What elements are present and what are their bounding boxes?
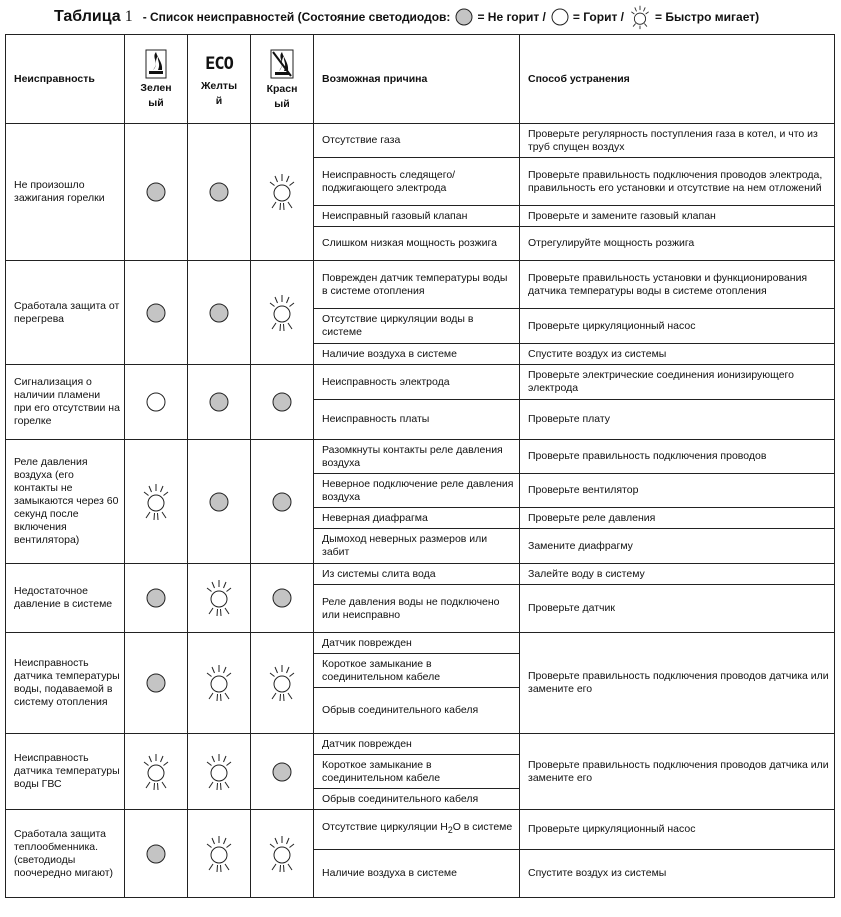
led-blink-icon xyxy=(268,834,296,874)
led-off-icon xyxy=(271,587,293,609)
led-yellow xyxy=(188,261,251,365)
led-yellow xyxy=(188,810,251,898)
led-off-icon xyxy=(145,843,167,865)
led-off-icon xyxy=(454,7,474,27)
led-yellow xyxy=(188,564,251,633)
remedy-cell: Спустите воздух из системы xyxy=(520,850,835,898)
header-yellow-line1: Желты xyxy=(200,80,238,92)
led-off-icon xyxy=(208,491,230,513)
table-row xyxy=(6,440,835,474)
led-off-icon xyxy=(145,672,167,694)
cause-cell: Неисправность платы xyxy=(314,400,520,440)
remedy-cell: Проверьте правильность установки и функционирования датчика температуры воды в системе отопления xyxy=(520,261,835,309)
remedy-cell: Проверьте реле давления xyxy=(520,508,835,529)
led-yellow xyxy=(188,633,251,734)
led-red xyxy=(251,633,314,734)
led-green xyxy=(125,261,188,365)
fault-cell: Неисправность датчика температуры воды ГВС xyxy=(6,734,125,810)
table-row xyxy=(6,124,835,158)
table-title xyxy=(54,4,759,30)
led-off-icon xyxy=(145,302,167,324)
cause-cell: Датчик поврежден xyxy=(314,633,520,654)
header-yellow-line2: й xyxy=(215,95,223,107)
crossed-flame-icon xyxy=(269,48,295,80)
led-red xyxy=(251,124,314,261)
led-off-icon xyxy=(208,391,230,413)
flame-icon xyxy=(145,49,167,79)
cause-cell: Неисправность электрода xyxy=(314,365,520,400)
led-red xyxy=(251,365,314,440)
cause-cell: Отсутствие газа xyxy=(314,124,520,158)
cause-cell: Наличие воздуха в системе xyxy=(314,850,520,898)
led-on-icon xyxy=(550,7,570,27)
led-blink-icon xyxy=(628,4,652,30)
remedy-cell: Проверьте циркуляционный насос xyxy=(520,810,835,850)
eco-icon: ECO xyxy=(205,54,233,74)
header-green xyxy=(125,35,188,124)
remedy-cell: Проверьте плату xyxy=(520,400,835,440)
title-text: - Список неисправностей (Состояние светодиодов: xyxy=(142,10,451,24)
remedy-cell: Проверьте и замените газовый клапан xyxy=(520,206,835,227)
header-cause: Возможная причина xyxy=(314,35,520,124)
led-red xyxy=(251,734,314,810)
led-red xyxy=(251,440,314,564)
led-blink-icon xyxy=(205,578,233,618)
cause-cell: Слишком низкая мощность розжига xyxy=(314,227,520,261)
legend-blink-text: = Быстро мигает) xyxy=(655,10,760,24)
led-blink-icon xyxy=(142,482,170,522)
table-row xyxy=(6,633,835,654)
cause-cell: Датчик поврежден xyxy=(314,734,520,755)
remedy-cell: Проверьте правильность подключения проводов xyxy=(520,440,835,474)
led-red xyxy=(251,564,314,633)
cause-cell: Короткое замыкание в соединительном кабеле xyxy=(314,755,520,789)
legend-on-text: = Горит / xyxy=(572,10,625,24)
led-blink-icon xyxy=(268,663,296,703)
header-red xyxy=(251,35,314,124)
led-green xyxy=(125,633,188,734)
remedy-cell: Проверьте правильность подключения проводов электрода, правильность его установки и отсутствие на нем отложений xyxy=(520,158,835,206)
fault-cell: Не произошло зажигания горелки xyxy=(6,124,125,261)
fault-cell: Сигнализация о наличии пламени при его отсутствии на горелке xyxy=(6,365,125,440)
cause-cell: Обрыв соединительного кабеля xyxy=(314,688,520,734)
remedy-cell: Проверьте циркуляционный насос xyxy=(520,309,835,344)
cause-cell: Короткое замыкание в соединительном кабеле xyxy=(314,654,520,688)
led-yellow xyxy=(188,734,251,810)
legend-off xyxy=(454,7,545,27)
header-red-line2: ый xyxy=(274,98,290,110)
table-row xyxy=(6,564,835,585)
cause-cell: Разомкнуты контакты реле давления воздуха xyxy=(314,440,520,474)
led-blink-icon xyxy=(205,834,233,874)
cause-cell: Поврежден датчик температуры воды в системе отопления xyxy=(314,261,520,309)
remedy-cell: Залейте воду в систему xyxy=(520,564,835,585)
led-red xyxy=(251,810,314,898)
fault-cell: Реле давления воздуха (его контакты не замыкаются через 60 секунд после включения вентилятора) xyxy=(6,440,125,564)
led-yellow xyxy=(188,440,251,564)
cause-cell: Обрыв соединительного кабеля xyxy=(314,789,520,810)
cause-cell: Неисправный газовый клапан xyxy=(314,206,520,227)
header-row xyxy=(6,35,835,124)
header-remedy: Способ устранения xyxy=(520,35,835,124)
cause-cell: Наличие воздуха в системе xyxy=(314,344,520,365)
led-green xyxy=(125,365,188,440)
legend-on xyxy=(550,7,624,27)
fault-cell: Сработала защита теплообменника. (светодиоды поочередно мигают) xyxy=(6,810,125,898)
table-row xyxy=(6,365,835,400)
remedy-cell: Проверьте вентилятор xyxy=(520,474,835,508)
cause-pre: Отсутствие циркуляции H xyxy=(322,821,448,834)
led-off-icon xyxy=(145,587,167,609)
cause-cell: Реле давления воды не подключено или неисправно xyxy=(314,585,520,633)
led-blink-icon xyxy=(268,172,296,212)
table-row xyxy=(6,810,835,850)
led-off-icon xyxy=(145,181,167,203)
cause-sub: 2 xyxy=(447,825,453,836)
led-blink-icon xyxy=(142,752,170,792)
cause-cell: Из системы слита вода xyxy=(314,564,520,585)
led-green xyxy=(125,734,188,810)
cause-cell xyxy=(314,810,520,850)
led-on-icon xyxy=(145,391,167,413)
header-green-line2: ый xyxy=(148,97,164,109)
table-row xyxy=(6,734,835,755)
led-blink-icon xyxy=(205,663,233,703)
cause-cell: Дымоход неверных размеров или забит xyxy=(314,529,520,564)
header-fault: Неисправность xyxy=(6,35,125,124)
led-green xyxy=(125,564,188,633)
led-yellow xyxy=(188,365,251,440)
remedy-cell: Проверьте датчик xyxy=(520,585,835,633)
title-label: Таблица xyxy=(54,8,121,25)
fault-table xyxy=(5,34,835,898)
fault-cell: Сработала защита от перегрева xyxy=(6,261,125,365)
remedy-cell: Отрегулируйте мощность розжига xyxy=(520,227,835,261)
fault-cell: Недостаточное давление в системе xyxy=(6,564,125,633)
header-green-line1: Зелен xyxy=(140,82,172,94)
remedy-cell: Проверьте электрические соединения ионизирующего электрода xyxy=(520,365,835,400)
remedy-cell: Проверьте регулярность поступления газа в котел, и что из труб спущен воздух xyxy=(520,124,835,158)
fault-cell: Неисправность датчика температуры воды, подаваемой в систему отопления xyxy=(6,633,125,734)
cause-cell: Неверная диафрагма xyxy=(314,508,520,529)
cause-cell: Неверное подключение реле давления воздуха xyxy=(314,474,520,508)
title-number: 1 xyxy=(124,8,133,25)
remedy-cell: Проверьте правильность подключения проводов датчика или замените его xyxy=(520,734,835,810)
legend-off-text: = Не горит / xyxy=(477,10,546,24)
led-green xyxy=(125,124,188,261)
led-off-icon xyxy=(271,761,293,783)
led-off-icon xyxy=(271,391,293,413)
remedy-cell: Спустите воздух из системы xyxy=(520,344,835,365)
cause-cell: Отсутствие циркуляции воды в системе xyxy=(314,309,520,344)
header-yellow xyxy=(188,35,251,124)
led-off-icon xyxy=(208,302,230,324)
led-red xyxy=(251,261,314,365)
table-row xyxy=(6,261,835,309)
cause-cell: Неисправность следящего/ поджигающего электрода xyxy=(314,158,520,206)
led-blink-icon xyxy=(268,293,296,333)
led-off-icon xyxy=(271,491,293,513)
led-yellow xyxy=(188,124,251,261)
remedy-cell: Проверьте правильность подключения проводов датчика или замените его xyxy=(520,633,835,734)
cause-post: O в системе xyxy=(452,821,513,834)
led-green xyxy=(125,810,188,898)
header-red-line1: Красн xyxy=(266,83,298,95)
led-off-icon xyxy=(208,181,230,203)
led-blink-icon xyxy=(205,752,233,792)
remedy-cell: Замените диафрагму xyxy=(520,529,835,564)
legend-blink xyxy=(628,4,759,30)
led-green xyxy=(125,440,188,564)
